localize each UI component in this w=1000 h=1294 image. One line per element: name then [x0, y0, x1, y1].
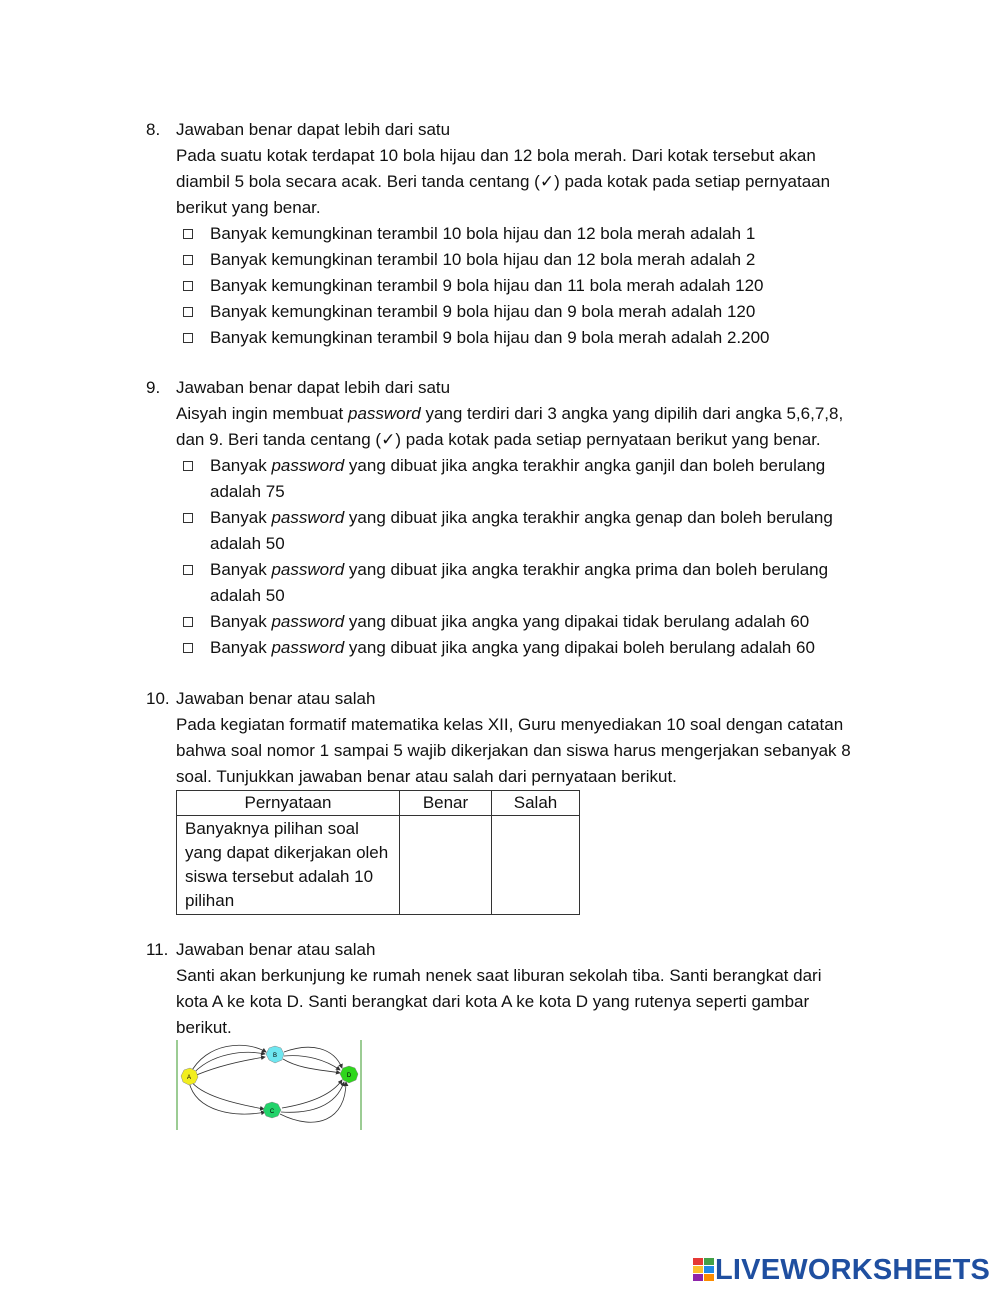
- question-number: 9.: [146, 378, 161, 397]
- question-number: 10.: [146, 689, 170, 708]
- option-item: Banyak kemungkinan terambil 10 bola hijau dan 12 bola merah adalah 2: [176, 247, 886, 273]
- option-checkbox[interactable]: [183, 513, 193, 523]
- route-graph: [176, 1040, 362, 1130]
- option-item: Banyak password yang dibuat jika angka yang dipakai tidak berulang adalah 60: [176, 609, 886, 635]
- option-item: Banyak kemungkinan terambil 9 bola hijau dan 9 bola merah adalah 2.200: [176, 325, 886, 351]
- option-checkbox[interactable]: [183, 229, 193, 239]
- option-checkbox[interactable]: [183, 255, 193, 265]
- question-type: Jawaban benar atau salah: [176, 940, 376, 959]
- answer-true-cell[interactable]: [400, 816, 492, 915]
- option-item: Banyak kemungkinan terambil 9 bola hijau dan 11 bola merah adalah 120: [176, 273, 886, 299]
- option-item: Banyak password yang dibuat jika angka yang dipakai boleh berulang adalah 60: [176, 635, 886, 661]
- logo-blocks-icon: [693, 1257, 715, 1283]
- liveworksheets-logo: [693, 1255, 990, 1285]
- option-item: Banyak password yang dibuat jika angka terakhir angka prima dan boleh berulang adalah 50: [176, 557, 886, 609]
- option-checkbox[interactable]: [183, 565, 193, 575]
- question-9: [146, 375, 886, 661]
- route-c-d: [281, 1082, 344, 1112]
- header-statement: Pernyataan: [177, 791, 400, 816]
- question-type: Jawaban benar atau salah: [176, 689, 376, 708]
- option-checkbox[interactable]: [183, 281, 193, 291]
- question-10: [146, 686, 886, 915]
- question-stem: Aisyah ingin membuat password yang terdiri dari 3 angka yang dipilih dari angka 5,6,7,8, dan 9. Beri tanda centang (✓) pada kotak pada setiap pernyataan berikut yang benar.: [176, 404, 844, 449]
- header-true: Benar: [400, 791, 492, 816]
- route-c-d: [280, 1082, 346, 1122]
- answer-false-cell[interactable]: [492, 816, 580, 915]
- question-8: [146, 117, 886, 351]
- checkmark-icon: ✓: [381, 430, 396, 449]
- option-item: Banyak kemungkinan terambil 10 bola hijau dan 12 bola merah adalah 1: [176, 221, 886, 247]
- route-a-b: [190, 1045, 266, 1074]
- route-b-d: [283, 1059, 340, 1073]
- option-checkbox[interactable]: [183, 643, 193, 653]
- question-stem: Pada kegiatan formatif matematika kelas XII, Guru menyediakan 10 soal dengan catatan bahwa soal nomor 1 sampai 5 wajib dikerjakan dan siswa harus mengerjakan sebanyak 8 soal. Tunjukkan jawaban benar atau salah dari pernyataan berikut.: [176, 715, 851, 786]
- question-type: Jawaban benar dapat lebih dari satu: [176, 378, 451, 397]
- node-c-label: C: [269, 1109, 275, 1115]
- node-d-label: D: [346, 1073, 352, 1079]
- option-checkbox[interactable]: [183, 333, 193, 343]
- question-11: [146, 937, 886, 1041]
- question-stem: Santi akan berkunjung ke rumah nenek saat liburan sekolah tiba. Santi berangkat dari kota A ke kota D. Santi berangkat dari kota A ke kota D yang rutenya seperti gambar berikut.: [176, 966, 822, 1037]
- option-item: Banyak kemungkinan terambil 9 bola hijau dan 9 bola merah adalah 120: [176, 299, 886, 325]
- question-stem: Pada suatu kotak terdapat 10 bola hijau dan 12 bola merah. Dari kotak tersebut akan diambil 5 bola secara acak. Beri tanda centang (✓) pada kotak pada setiap pernyataan berikut yang benar.: [176, 146, 831, 217]
- header-false: Salah: [492, 791, 580, 816]
- option-checkbox[interactable]: [183, 617, 193, 627]
- option-checkbox[interactable]: [183, 461, 193, 471]
- route-c-d: [282, 1080, 342, 1108]
- route-a-c: [189, 1082, 265, 1114]
- checkmark-icon: ✓: [539, 172, 555, 191]
- node-b-label: B: [272, 1053, 278, 1059]
- option-checkbox[interactable]: [183, 307, 193, 317]
- logo-wordmark: LIVEWORKSHEETS: [715, 1254, 991, 1286]
- node-a-label: A: [186, 1075, 192, 1081]
- question-number: 11.: [146, 940, 169, 959]
- option-item: Banyak password yang dibuat jika angka terakhir angka genap dan boleh berulang adalah 50: [176, 505, 886, 557]
- question-number: 8.: [146, 120, 161, 139]
- option-item: Banyak password yang dibuat jika angka terakhir angka ganjil dan boleh berulang adalah 75: [176, 453, 886, 505]
- route-a-b: [192, 1057, 265, 1077]
- route-a-c: [190, 1080, 264, 1109]
- route-graph-svg: [176, 1040, 362, 1130]
- route-b-d: [284, 1056, 340, 1070]
- statement-cell: Banyaknya pilihan soal yang dapat dikerjakan oleh siswa tersebut adalah 10 pilihan: [177, 816, 400, 915]
- true-false-table: [176, 790, 580, 915]
- question-type: Jawaban benar dapat lebih dari satu: [176, 120, 451, 139]
